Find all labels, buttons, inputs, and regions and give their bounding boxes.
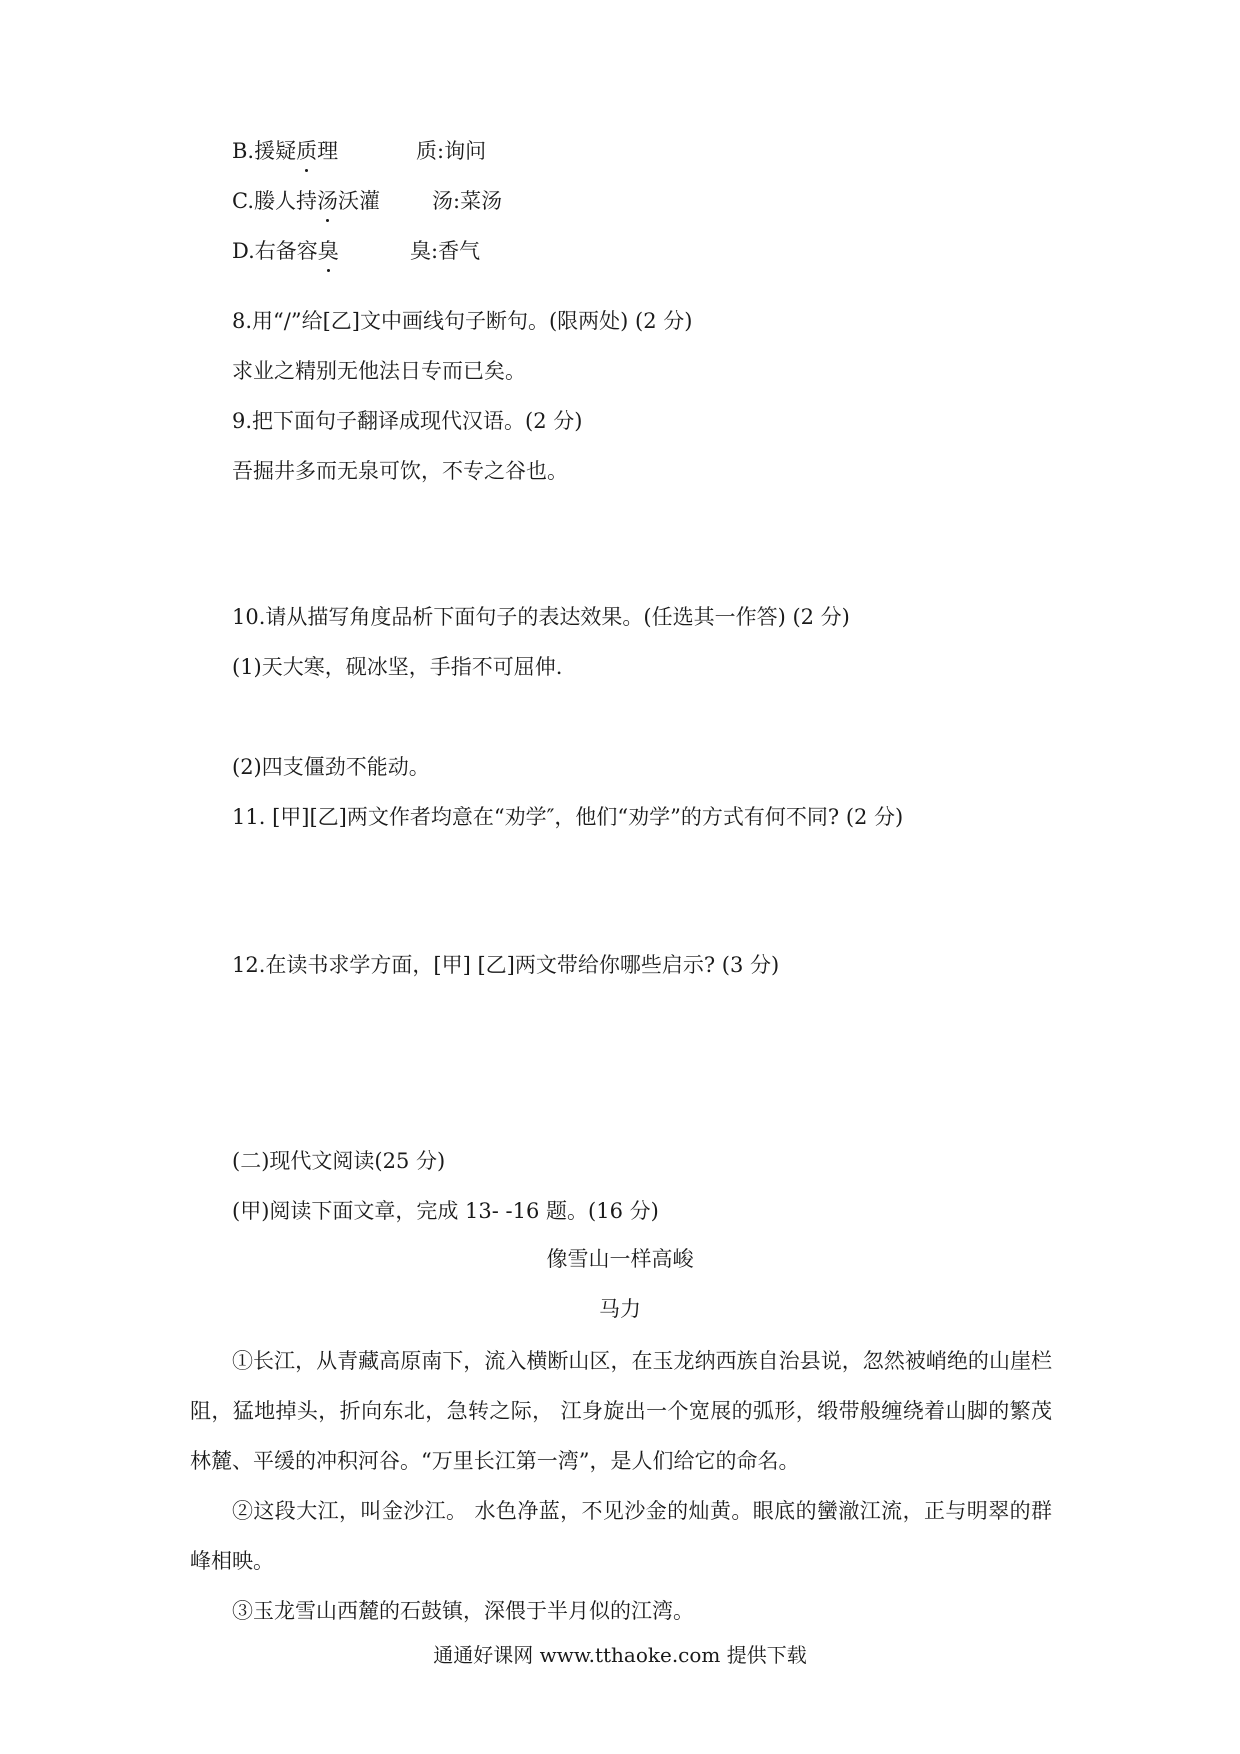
question-10-item-1: (1)天大寒，砚冰坚，手指不可屈伸. xyxy=(232,655,563,679)
option-c-text-pre: 媵人持 xyxy=(254,189,317,213)
question-9: 9.把下面句子翻译成现代汉语。(2 分) xyxy=(232,409,583,433)
question-11: 11. [甲][乙]两文作者均意在“劝学″，他们“劝学”的方式有何不同? (2 分) xyxy=(232,805,904,829)
question-10: 10.请从描写角度品析下面句子的表达效果。(任选其一作答) (2 分) xyxy=(232,605,850,629)
question-12: 12.在读书求学方面，[甲] [乙]两文带给你哪些启示? (3 分) xyxy=(232,953,780,977)
option-b-dotted-char: 质 xyxy=(296,136,317,166)
question-9-sentence: 吾掘井多而无泉可饮，不专之谷也。 xyxy=(232,459,568,483)
question-8: 8.用“/”给[乙]文中画线句子断句。(限两处) (2 分) xyxy=(232,309,693,333)
article-paragraph-1: ①长江，从青藏高原南下，流入横断山区，在玉龙纳西族自治县说，忽然被峭绝的山崖栏阻，猛地掉头，折向东北，急转之际， 江身旋出一个宽展的弧形，缎带般缠绕着山脚的繁茂林麓、平缓的冲积河谷。“万里长江第一湾”，是人们给它的命名。 xyxy=(190,1349,1052,1473)
section-heading: (二)现代文阅读(25 分) xyxy=(232,1149,446,1173)
option-d-dotted-char: 臭 xyxy=(318,236,339,266)
article-title: 像雪山一样高峻 xyxy=(546,1247,694,1271)
option-b-text-post: 理 xyxy=(317,139,339,163)
option-d-text-pre: 右备容 xyxy=(254,239,318,263)
option-c xyxy=(232,186,380,216)
option-b-label: B. xyxy=(232,139,255,163)
article-paragraph-3: ③玉龙雪山西麓的石鼓镇，深偎于半月似的江湾。 xyxy=(232,1599,694,1623)
option-b-gloss: 质:询问 xyxy=(416,139,487,163)
article-paragraph-2: ②这段大江，叫金沙江。 水色净蓝，不见沙金的灿黄。眼底的蠻澈江流，正与明翠的群峰相映。 xyxy=(190,1499,1052,1573)
option-c-text-post: 沃灌 xyxy=(338,189,380,213)
option-d xyxy=(232,236,339,266)
option-d-gloss: 臭:香气 xyxy=(410,239,481,263)
option-c-dotted-char: 汤 xyxy=(317,186,338,216)
option-b-text-pre: 援疑 xyxy=(254,139,297,163)
question-8-sentence: 求业之精别无他法日专而已矣。 xyxy=(232,359,526,383)
option-c-label: C. xyxy=(232,189,254,213)
option-d-label: D. xyxy=(232,239,255,263)
option-b xyxy=(232,136,338,166)
article-author: 马力 xyxy=(599,1297,641,1321)
question-10-item-2: (2)四支僵劲不能动。 xyxy=(232,755,430,779)
page-footer: 通通好课网 www.tthaoke.com 提供下载 xyxy=(433,1643,807,1667)
option-c-gloss: 汤:菜汤 xyxy=(432,189,503,213)
section-instruction: (甲)阅读下面文章，完成 13- -16 题。(16 分) xyxy=(232,1199,659,1223)
